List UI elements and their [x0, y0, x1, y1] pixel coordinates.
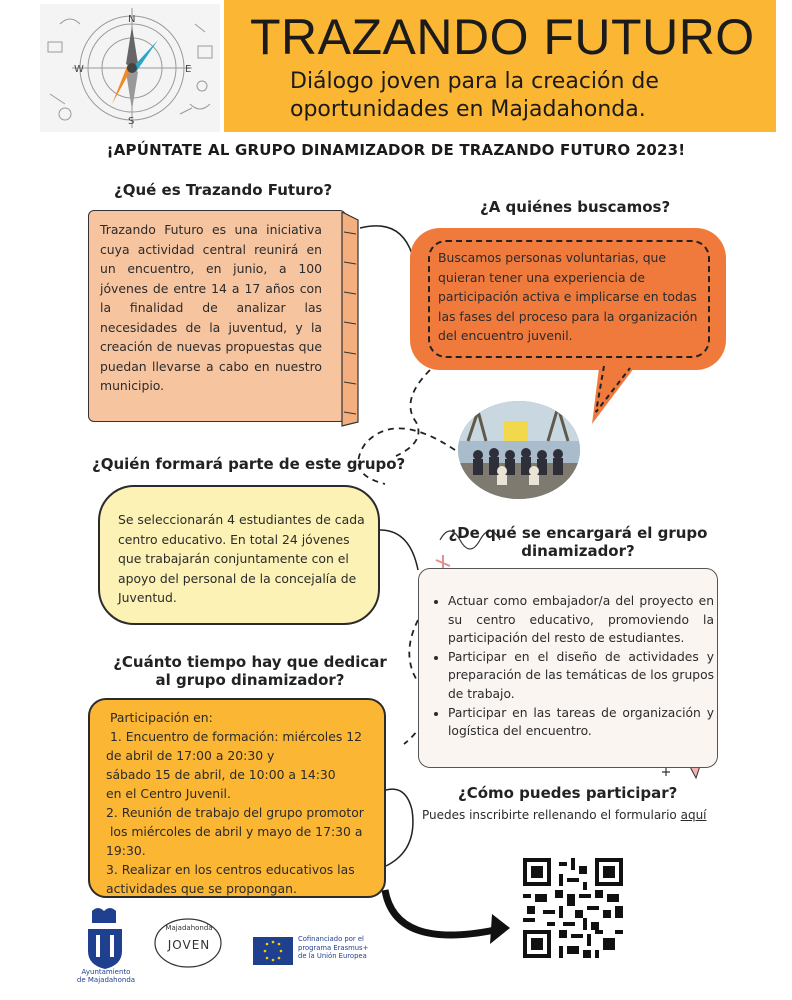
schedule-line: en el Centro Juvenil. [106, 786, 231, 801]
time-commitment-text [106, 708, 376, 898]
call-to-action: ¡APÚNTATE AL GRUPO DINAMIZADOR DE TRAZANDO FUTURO 2023! [106, 141, 686, 159]
group-members-text: Se seleccionarán 4 estudiantes de cada centro educativo. En total 24 jóvenes que trabajarán conjuntamente con el apoyo del personal de la concejalía de Juventud. [118, 512, 365, 605]
speech-bubble-tail [590, 360, 650, 430]
heading-group-members: ¿Quién formará parte de este grupo? [92, 455, 406, 473]
ayuntamiento-line-2: de Majadahonda [76, 976, 136, 984]
ayuntamiento-line-1: Ayuntamiento [81, 968, 131, 976]
joven-logo-large-text: JOVEN [167, 938, 211, 952]
heading-how-to-participate: ¿Cómo puedes participar? [458, 784, 678, 802]
compass-letter-n: N [128, 14, 136, 25]
heading-what-is: ¿Qué es Trazando Futuro? [114, 181, 333, 199]
what-is-text: Trazando Futuro es una iniciativa cuya actividad central reunirá en un encuentro, en junio, a 100 jóvenes de entre 14 a 17 años con la finalidad de analizar las necesidades de la juventud, y la creación de nuevas propuestas que puedan llevarse a cabo en nuestro municipio. [100, 222, 322, 393]
list-item: • Participar en las tareas de organización y logística del encuentro. [448, 704, 714, 741]
joven-logo-small-text: Majadahonda [165, 924, 213, 932]
schedule-line: 1. Encuentro de formación: miércoles 12 [106, 729, 363, 744]
heading-responsibilities-line-2: dinamizador? [521, 542, 635, 560]
eu-flag-icon [253, 937, 293, 965]
list-item: • Actuar como embajador/a del proyecto en su centro educativo, promoviendo la participación del resto de estudiantes. [448, 592, 714, 648]
schedule-line: sábado 15 de abril, de 10:00 a 14:30 [106, 767, 336, 782]
who-we-seek-text: Buscamos personas voluntarias, que quieran tener una experiencia de participación activa e implicarse en todas las fases del proceso para la organización del encuentro juvenil. [438, 250, 698, 343]
schedule-line: Participación en: [106, 710, 213, 725]
schedule-line: actividades que se propongan. [106, 881, 297, 896]
heading-time-line-1: ¿Cuánto tiempo hay que dedicar [113, 653, 387, 671]
compass-letter-s: S [128, 116, 135, 127]
schedule-line: de abril de 17:00 a 20:30 y [106, 748, 275, 763]
subtitle-line-2: oportunidades en Majadahonda. [290, 97, 646, 122]
compass-letter-e: E [185, 64, 192, 75]
ayuntamiento-name [66, 968, 146, 984]
heading-responsibilities [438, 524, 718, 560]
schedule-line: 2. Reunión de trabajo del grupo promotor [106, 805, 364, 820]
group-photo [458, 401, 580, 499]
eu-line-3: de la Unión Europea [298, 952, 367, 961]
compass-letter-w: W [74, 64, 84, 75]
eu-line-2: programa Erasmus+ [298, 943, 369, 952]
participate-text [422, 808, 732, 822]
list-item: • Participar en el diseño de actividades y preparación de las temáticas de los grupos de trabajo. [448, 648, 714, 704]
box-3d-edge [340, 212, 360, 427]
heading-who-we-seek: ¿A quiénes buscamos? [480, 198, 671, 216]
page-title: TRAZANDO FUTURO [250, 9, 755, 65]
heading-time-commitment [110, 653, 390, 689]
responsibilities-list [428, 592, 714, 741]
heading-responsibilities-line-1: ¿De qué se encargará el grupo [448, 524, 708, 542]
heading-time-line-2: al grupo dinamizador? [155, 671, 345, 689]
schedule-line: los miércoles de abril y mayo de 17:30 a [106, 824, 363, 839]
subtitle-line-1: Diálogo joven para la creación de [290, 69, 659, 94]
schedule-line: 3. Realizar en los centros educativos las [106, 862, 355, 877]
qr-code[interactable] [523, 858, 623, 958]
schedule-line: 19:30. [106, 843, 146, 858]
form-link[interactable]: aquí [680, 808, 707, 822]
eu-line-1: Cofinanciado por el [298, 935, 364, 943]
participate-sentence: Puedes inscribirte rellenando el formulario [422, 808, 681, 822]
eu-funding-text [298, 935, 378, 961]
